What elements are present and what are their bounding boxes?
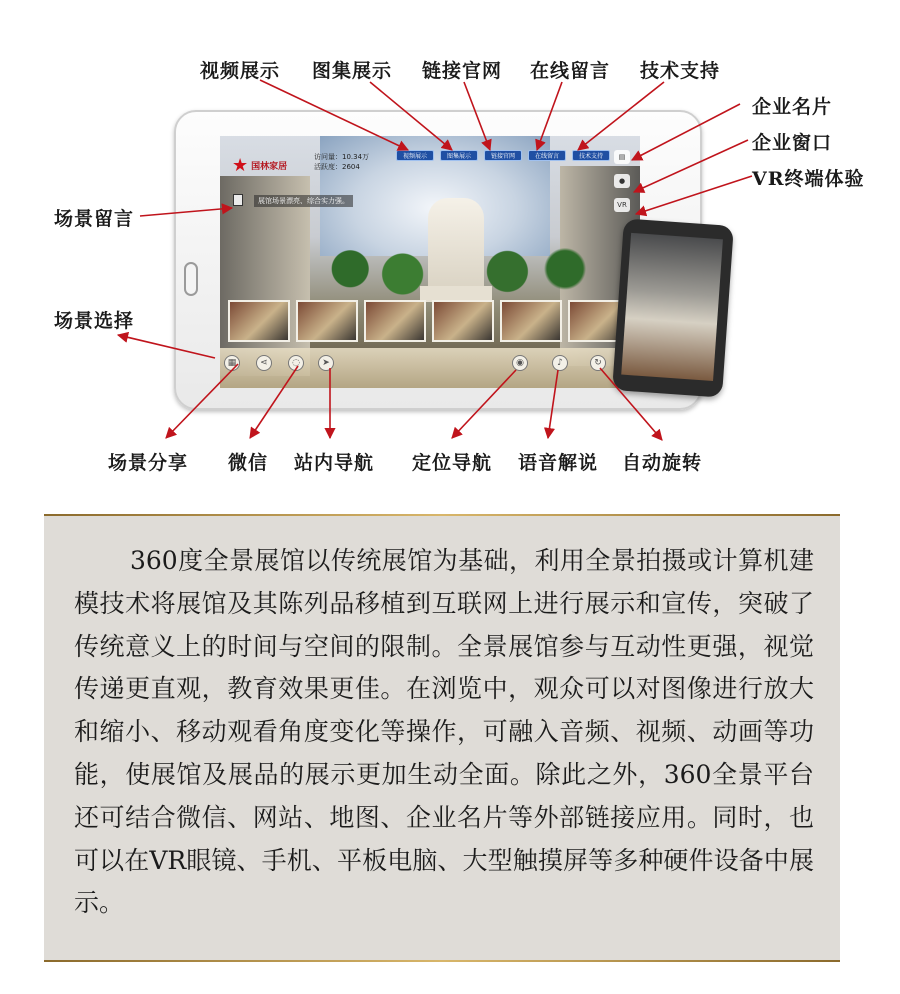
microphone-icon[interactable]: ♪ xyxy=(552,355,568,371)
scene-thumbnail[interactable] xyxy=(296,300,358,342)
callout-video: 视频展示 xyxy=(200,60,281,82)
callout-scene-select: 场景选择 xyxy=(54,310,135,332)
callout-wechat: 微信 xyxy=(228,452,269,474)
callout-support: 技术支持 xyxy=(640,60,721,82)
menu-gallery-button[interactable]: 图集展示 xyxy=(440,150,478,161)
callout-locate-nav: 定位导航 xyxy=(412,452,493,474)
menu-website-button[interactable]: 链接官网 xyxy=(484,150,522,161)
callout-voice: 语音解说 xyxy=(518,452,599,474)
statue xyxy=(428,198,484,294)
callout-vr: VR终端体验 xyxy=(752,168,865,190)
callout-scene-message: 场景留言 xyxy=(54,208,135,230)
scene-thumbnail[interactable] xyxy=(364,300,426,342)
tablet-home-button xyxy=(184,262,198,296)
scene-thumbnail[interactable] xyxy=(500,300,562,342)
article-paragraph: 360度全景展馆以传统展馆为基础，利用全景拍摄或计算机建模技术将展馆及其陈列品移植到互联网上进行展示和宣传，突破了传统意义上的时间与空间的限制。全景展馆参与互动性更强，视觉传递更直观，教育效果更佳。在浏览中，观众可以对图像进行放大和缩小、移动观看角度变化等操作，可融入音频、视频、动画等功能，使展馆及展品的展示更加生动全面。除此之外，360全景平台还可结合微信、网站、地图、企业名片等外部链接应用。同时，也可以在VR眼镜、手机、平板电脑、大型触摸屏等多种硬件设备中展示。 xyxy=(74,546,814,918)
visit-stats xyxy=(314,152,369,172)
menu-video-button[interactable]: 视频展示 xyxy=(396,150,434,161)
menu-support-button[interactable]: 技术支持 xyxy=(572,150,610,161)
right-side-icons xyxy=(614,150,630,212)
vr-button[interactable]: VR xyxy=(614,198,630,212)
top-menu xyxy=(396,150,610,161)
tablet-screen xyxy=(220,136,640,388)
scene-thumbnail[interactable] xyxy=(228,300,290,342)
callout-gallery: 图集展示 xyxy=(312,60,393,82)
visits-label: 访问量：10.34万 xyxy=(314,153,370,161)
company-logo xyxy=(232,150,306,180)
phone-device xyxy=(612,218,734,397)
callout-message: 在线留言 xyxy=(530,60,611,82)
star-icon: ★ xyxy=(232,154,249,176)
callout-scene-share: 场景分享 xyxy=(108,452,189,474)
wechat-icon[interactable]: ◌ xyxy=(288,355,304,371)
callout-window: 企业窗口 xyxy=(752,132,833,154)
scene-message-icon[interactable] xyxy=(233,194,243,206)
bottom-toolbar xyxy=(220,348,640,388)
menu-message-button[interactable]: 在线留言 xyxy=(528,150,566,161)
scene-message-caption: 展馆场景漂亮、综合实力强。 xyxy=(254,195,353,207)
business-card-icon[interactable]: ▤ xyxy=(614,150,630,164)
company-window-icon[interactable]: ● xyxy=(614,174,630,188)
phone-screen xyxy=(621,233,723,381)
navigation-icon[interactable]: ➤ xyxy=(318,355,334,371)
logo-text: 国林家居 xyxy=(251,161,288,172)
bottom-rule xyxy=(44,960,840,962)
callout-site-nav: 站内导航 xyxy=(294,452,375,474)
callout-rotate: 自动旋转 xyxy=(622,452,703,474)
callout-website: 链接官网 xyxy=(422,60,503,82)
scene-thumbnail[interactable] xyxy=(432,300,494,342)
rotate-icon[interactable]: ↻ xyxy=(590,355,606,371)
activity-label: 活跃度：2604 xyxy=(314,163,360,171)
location-pin-icon[interactable]: ◉ xyxy=(512,355,528,371)
scene-thumbnails xyxy=(228,300,630,342)
share-icon[interactable]: ⋖ xyxy=(256,355,272,371)
callout-card: 企业名片 xyxy=(752,96,833,118)
grid-icon[interactable]: ▦ xyxy=(224,355,240,371)
